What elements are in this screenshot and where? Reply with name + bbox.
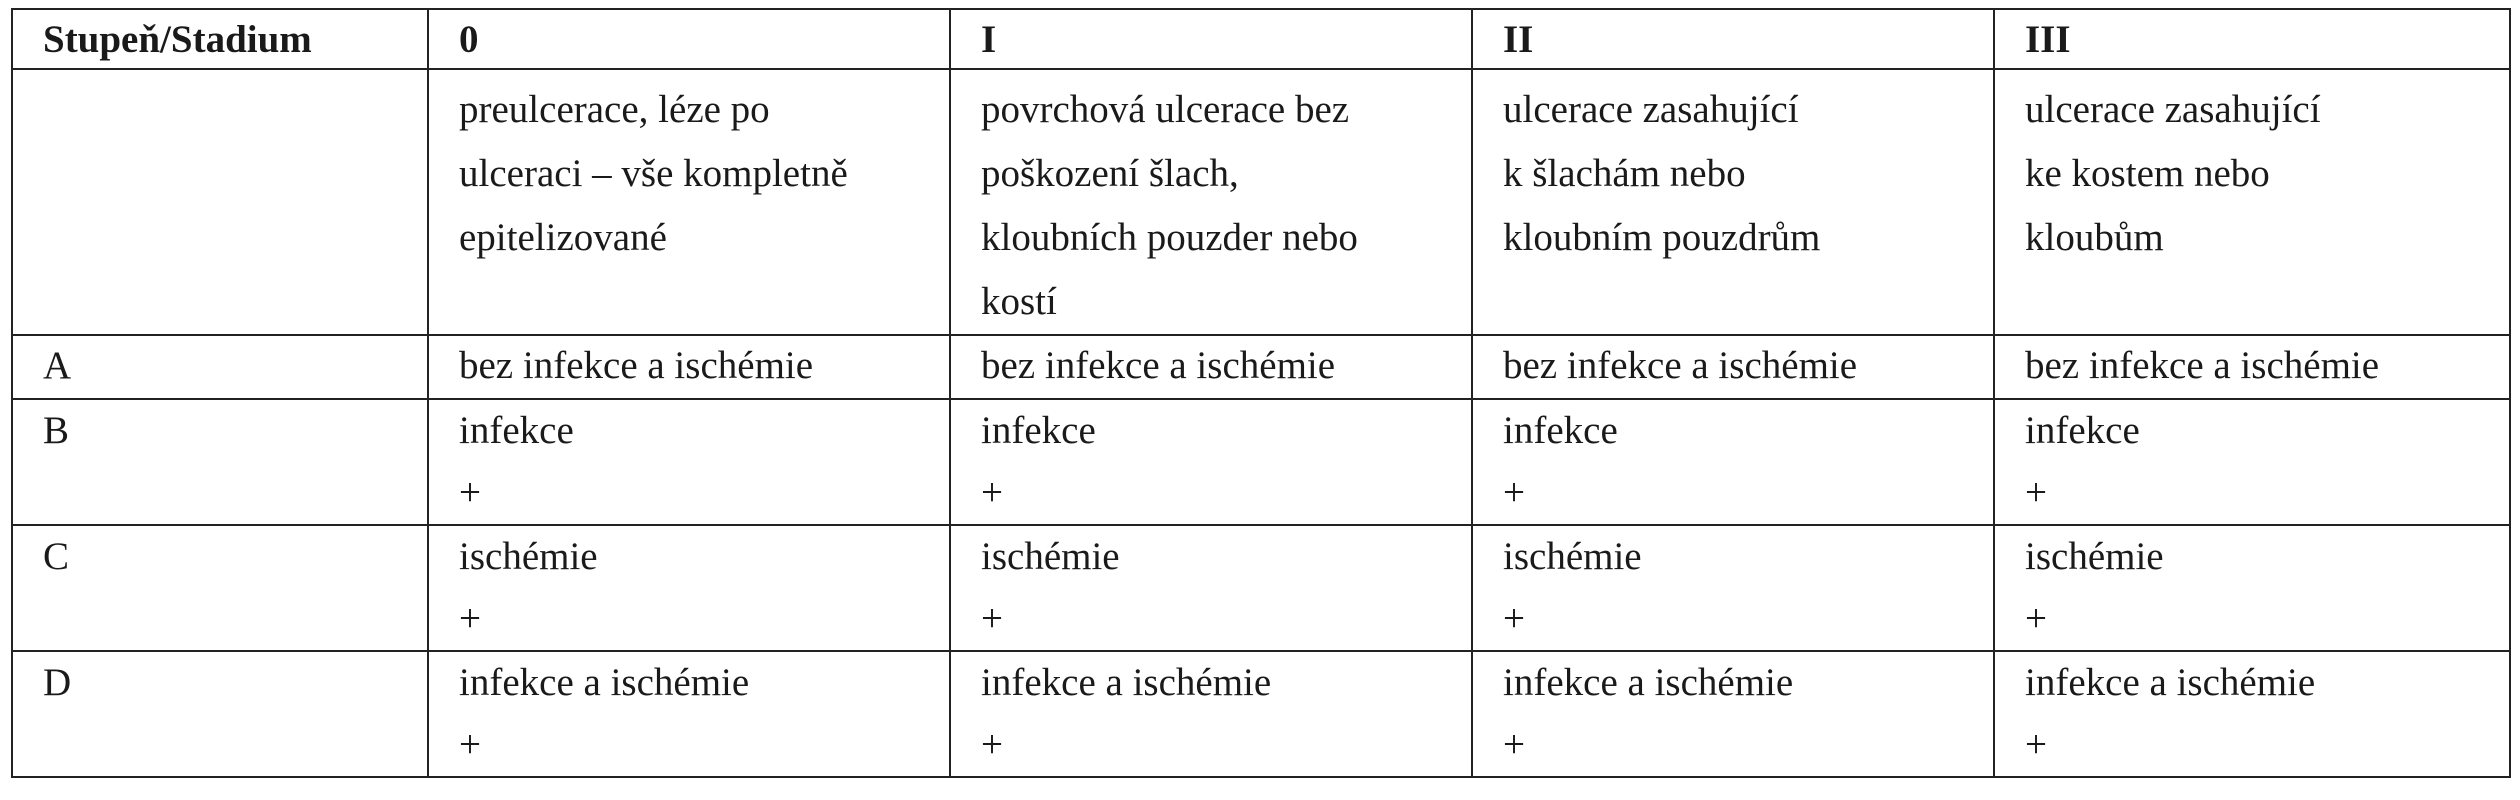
cell-line: + (459, 471, 481, 514)
table-cell (950, 335, 1472, 399)
table-cell (950, 399, 1472, 525)
cell-line: bez infekce a ischémie (981, 344, 1336, 387)
cell-line: + (459, 723, 481, 766)
table-cell (1994, 399, 2510, 525)
table-cell (1994, 335, 2510, 399)
cell-line: infekce (981, 409, 1096, 452)
cell-line: + (2025, 597, 2047, 640)
cell-line: ulcerace zasahující (1503, 88, 1799, 131)
cell-line: ischémie (981, 535, 1120, 578)
table-cell (428, 651, 950, 777)
table-cell (428, 335, 950, 399)
table-cell (428, 399, 950, 525)
cell-line: kloubních pouzder nebo (981, 216, 1358, 259)
table-cell (950, 651, 1472, 777)
cell-line: bez infekce a ischémie (1503, 344, 1858, 387)
cell-line: epitelizované (459, 216, 667, 259)
cell-line: ischémie (2025, 535, 2164, 578)
cell-line: infekce (2025, 409, 2140, 452)
table-cell (1472, 525, 1994, 651)
cell-line: preulcerace, léze po (459, 88, 770, 131)
cell-line: kloubům (2025, 216, 2164, 259)
cell-line: + (981, 597, 1003, 640)
header-cell-stage-i: I (950, 9, 1472, 69)
table-cell (428, 525, 950, 651)
cell-line: bez infekce a ischémie (2025, 344, 2380, 387)
header-row (12, 9, 2510, 69)
cell-line: kostí (981, 280, 1057, 323)
header-cell-grade: Stupeň/Stadium (12, 9, 428, 69)
cell-line: + (2025, 471, 2047, 514)
table-cell (950, 525, 1472, 651)
table-row-d (12, 651, 2510, 777)
header-cell-stage-iii: III (1994, 9, 2510, 69)
cell-line: infekce a ischémie (2025, 661, 2316, 704)
row-label: A (12, 335, 428, 399)
table-cell (1994, 651, 2510, 777)
cell-line: + (1503, 471, 1525, 514)
table-row-c (12, 525, 2510, 651)
row-label: C (12, 525, 428, 651)
cell-line: ulcerace zasahující (2025, 88, 2321, 131)
cell-line: + (981, 471, 1003, 514)
description-cell (950, 69, 1472, 335)
cell-line: + (1503, 723, 1525, 766)
cell-line: k šlachám nebo (1503, 152, 1746, 195)
description-cell (1994, 69, 2510, 335)
cell-line: ulceraci – vše kompletně (459, 152, 848, 195)
cell-line: poškození šlach, (981, 152, 1239, 195)
row-label: B (12, 399, 428, 525)
cell-line: ischémie (459, 535, 598, 578)
table-cell (1994, 525, 2510, 651)
cell-line: infekce a ischémie (459, 661, 750, 704)
cell-line: ke kostem nebo (2025, 152, 2270, 195)
cell-line: kloubním pouzdrům (1503, 216, 1821, 259)
description-row (12, 69, 2510, 335)
table-row-b (12, 399, 2510, 525)
cell-line: + (2025, 723, 2047, 766)
cell-line: + (459, 597, 481, 640)
table-cell (1472, 651, 1994, 777)
row-label: D (12, 651, 428, 777)
description-cell (1472, 69, 1994, 335)
table-cell (1472, 335, 1994, 399)
cell-line: infekce a ischémie (981, 661, 1272, 704)
cell-line: povrchová ulcerace bez (981, 88, 1350, 131)
header-cell-stage-0: 0 (428, 9, 950, 69)
cell-line: + (981, 723, 1003, 766)
classification-table-container (11, 8, 2511, 778)
cell-line: infekce (1503, 409, 1618, 452)
cell-line: ischémie (1503, 535, 1642, 578)
table-cell (1472, 399, 1994, 525)
table-row-a (12, 335, 2510, 399)
header-cell-stage-ii: II (1472, 9, 1994, 69)
cell-line: bez infekce a ischémie (459, 344, 814, 387)
cell-line: + (1503, 597, 1525, 640)
row-label-empty (12, 69, 428, 335)
cell-line: infekce a ischémie (1503, 661, 1794, 704)
description-cell (428, 69, 950, 335)
cell-line: infekce (459, 409, 574, 452)
classification-table (11, 8, 2511, 778)
